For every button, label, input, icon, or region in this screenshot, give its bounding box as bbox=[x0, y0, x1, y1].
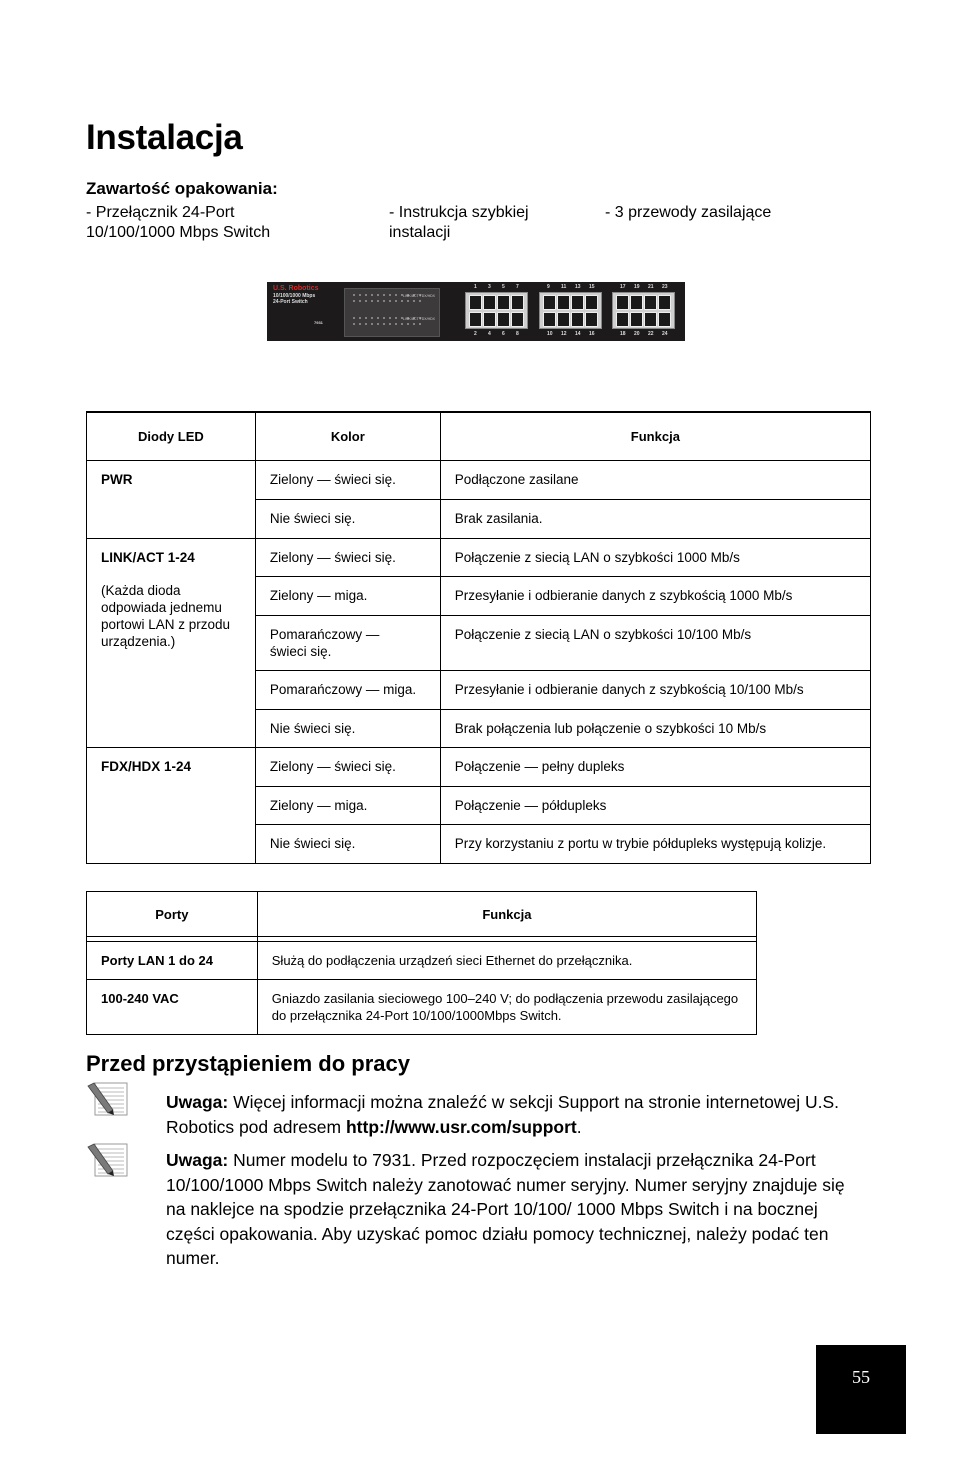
table-header-row bbox=[87, 892, 757, 937]
table-row bbox=[87, 980, 757, 1035]
port-number: 15 bbox=[589, 284, 595, 290]
port-number: 21 bbox=[648, 284, 654, 290]
package-item-switch: - Przełącznik 24-Port 10/100/1000 Mbps Switch bbox=[86, 204, 271, 241]
port-number: 19 bbox=[634, 284, 640, 290]
support-link[interactable]: http://www.usr.com/support bbox=[345, 1116, 577, 1137]
port-number: 11 bbox=[561, 284, 567, 290]
port-number: 16 bbox=[589, 331, 595, 337]
port-name: 100-240 VAC bbox=[87, 980, 258, 1035]
note-text-end: . bbox=[576, 1116, 582, 1137]
panel-label-top: LINK/ACT FDX/HDX bbox=[402, 294, 435, 298]
port-number: 7 bbox=[516, 284, 519, 290]
column-header: Funkcja bbox=[440, 412, 870, 460]
port-number: 20 bbox=[634, 331, 640, 337]
table-row bbox=[87, 460, 871, 499]
table-row bbox=[87, 942, 757, 980]
ports-table bbox=[86, 891, 757, 1035]
led-function: Podłączone zasilane bbox=[440, 460, 870, 499]
led-note: (Każda dioda odpowiada jednemu portowi LAN z przodu urządzenia.) bbox=[101, 582, 231, 649]
package-item-guide: - Instrukcja szybkiej instalacji bbox=[389, 204, 529, 241]
note-icon bbox=[86, 1143, 128, 1177]
port-group-2 bbox=[539, 292, 602, 329]
switch-front-panel-image bbox=[267, 282, 685, 341]
port-number: 3 bbox=[488, 284, 491, 290]
device-brand: U.S. Robotics bbox=[273, 285, 319, 292]
led-function: Połączenie z siecią LAN o szybkości 1000 Mb/s bbox=[440, 538, 870, 576]
page-number: 55 bbox=[852, 1367, 870, 1387]
note-text: Numer modelu to 7931. Przed rozpoczęciem instalacji przełącznika 24-Port 10/100/1000 Mbps Switch należy zanotować numer seryjny. Numer seryjny znajduje się na naklejce na spodzie przełącznika 24-Port 10/100/ 1000 Mbps Switch i na bocznej części opakowania. Aby uzyskać pomoc działu pomocy technicznej, należy podać ten numer. bbox=[166, 1150, 845, 1268]
column-header: Funkcja bbox=[257, 892, 756, 937]
column-header: Kolor bbox=[255, 412, 440, 460]
led-color: Pomarańczowy — miga. bbox=[255, 670, 440, 709]
port-name: Porty LAN 1 do 24 bbox=[87, 942, 258, 980]
led-color: Zielony — świeci się. bbox=[255, 538, 440, 576]
note-icon bbox=[86, 1082, 128, 1116]
table-row bbox=[87, 538, 871, 576]
led-panel bbox=[344, 288, 440, 337]
port-number: 14 bbox=[575, 331, 581, 337]
led-color: Nie świeci się. bbox=[255, 824, 440, 863]
led-name: LINK/ACT 1-24 bbox=[101, 549, 195, 565]
port-number: 4 bbox=[488, 331, 491, 337]
led-function: Połączenie z siecią LAN o szybkości 10/100 Mb/s bbox=[440, 615, 870, 670]
table-header-row bbox=[87, 412, 871, 460]
port-number: 9 bbox=[547, 284, 550, 290]
port-number: 13 bbox=[575, 284, 581, 290]
led-name: FDX/HDX 1-24 bbox=[87, 747, 256, 863]
led-color: Nie świeci się. bbox=[255, 499, 440, 538]
led-color: Zielony — miga. bbox=[255, 786, 440, 824]
led-function: Połączenie — półdupleks bbox=[440, 786, 870, 824]
section-heading: Przed przystąpieniem do pracy bbox=[86, 1051, 410, 1076]
port-number: 8 bbox=[516, 331, 519, 337]
led-color: Nie świeci się. bbox=[255, 709, 440, 747]
column-header: Diody LED bbox=[87, 412, 256, 460]
led-table bbox=[86, 411, 871, 864]
port-number: 2 bbox=[474, 331, 477, 337]
led-name: PWR bbox=[87, 460, 256, 538]
note-label: Uwaga: bbox=[166, 1150, 229, 1170]
led-color: Zielony — świeci się. bbox=[255, 460, 440, 499]
note-model-number bbox=[166, 1148, 846, 1271]
panel-label-bottom: LINK/ACT FDX/HDX bbox=[402, 317, 435, 321]
led-function: Połączenie — pełny dupleks bbox=[440, 747, 870, 786]
led-function: Brak zasilania. bbox=[440, 499, 870, 538]
led-function: Przy korzystaniu z portu w trybie półdupleks występują kolizje. bbox=[440, 824, 870, 863]
column-header: Porty bbox=[87, 892, 258, 937]
page-title: Instalacja bbox=[86, 118, 243, 157]
port-number: 24 bbox=[662, 331, 668, 337]
led-color: Pomarańczowy — świeci się. bbox=[255, 615, 440, 670]
port-function: Gniazdo zasilania sieciowego 100–240 V; do podłączenia przewodu zasilającego do przełącznika 24-Port 10/100/1000Mbps Switch. bbox=[257, 980, 756, 1035]
led-function: Brak połączenia lub połączenie o szybkości 10 Mb/s bbox=[440, 709, 870, 747]
port-number: 22 bbox=[648, 331, 654, 337]
port-number: 1 bbox=[474, 284, 477, 290]
note-label: Uwaga: bbox=[166, 1092, 229, 1112]
device-model: 10/100/1000 Mbps 24-Port Switch bbox=[273, 293, 316, 305]
port-function: Służą do podłączenia urządzeń sieci Ethernet do przełącznika. bbox=[257, 942, 756, 980]
led-function: Przesyłanie i odbieranie danych z szybkością 10/100 Mb/s bbox=[440, 670, 870, 709]
port-number: 6 bbox=[502, 331, 505, 337]
led-name-cell bbox=[87, 538, 256, 747]
led-color: Zielony — świeci się. bbox=[255, 747, 440, 786]
led-row bbox=[353, 300, 421, 302]
led-row bbox=[353, 323, 421, 325]
note-support bbox=[166, 1090, 866, 1139]
package-contents-heading: Zawartość opakowania: bbox=[86, 179, 278, 198]
page-number-box bbox=[816, 1345, 906, 1434]
port-number: 23 bbox=[662, 284, 668, 290]
port-number: 17 bbox=[620, 284, 626, 290]
port-number: 10 bbox=[547, 331, 553, 337]
device-model-number: 7931 bbox=[314, 320, 323, 325]
package-item-cords: - 3 przewody zasilające bbox=[605, 204, 772, 221]
table-row bbox=[87, 747, 871, 786]
led-function: Przesyłanie i odbieranie danych z szybkością 1000 Mb/s bbox=[440, 576, 870, 615]
led-color: Zielony — miga. bbox=[255, 576, 440, 615]
port-group-3 bbox=[612, 292, 675, 329]
port-number: 18 bbox=[620, 331, 626, 337]
port-number: 12 bbox=[561, 331, 567, 337]
note-text: Więcej informacji można znaleźć w sekcji Support na stronie internetowej U.S. Robotics pod adresem bbox=[166, 1092, 840, 1137]
port-group-1 bbox=[465, 292, 528, 329]
port-number: 5 bbox=[502, 284, 505, 290]
